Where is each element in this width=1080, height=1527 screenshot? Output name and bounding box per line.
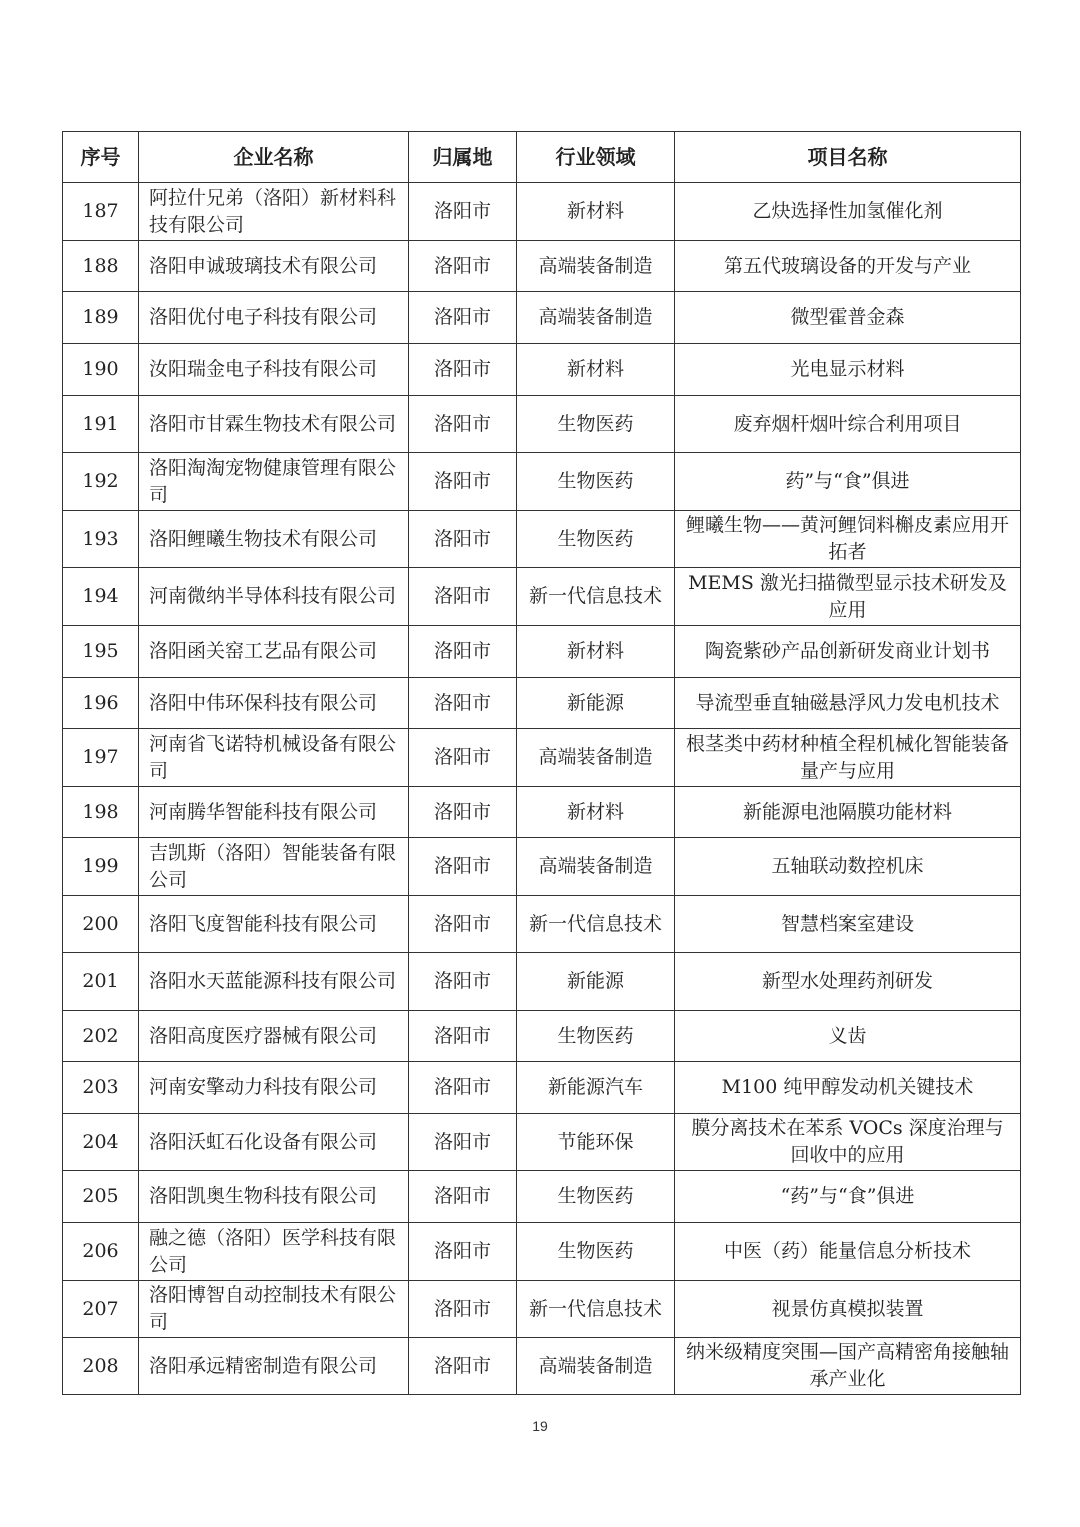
row-number: 205 (63, 1171, 139, 1223)
header-no: 序号 (63, 132, 139, 183)
industry: 高端装备制造 (517, 729, 675, 787)
industry: 生物医药 (517, 453, 675, 511)
table-row (63, 344, 1021, 396)
industry: 新材料 (517, 183, 675, 241)
row-number: 189 (63, 292, 139, 344)
table-row (63, 896, 1021, 953)
table-row (63, 396, 1021, 453)
table-row (63, 729, 1021, 787)
table-row (63, 1062, 1021, 1114)
table-row (63, 241, 1021, 292)
location: 洛阳市 (409, 1223, 517, 1281)
table-row (63, 292, 1021, 344)
project-name: M100 纯甲醇发动机关键技术 (675, 1062, 1021, 1114)
row-number: 198 (63, 787, 139, 838)
project-name: 药”与“食”俱进 (675, 453, 1021, 511)
company-name: 河南腾华智能科技有限公司 (139, 787, 409, 838)
industry: 生物医药 (517, 1171, 675, 1223)
project-name: 纳米级精度突围—国产高精密角接触轴承产业化 (675, 1338, 1021, 1395)
industry: 生物医药 (517, 396, 675, 453)
industry: 新一代信息技术 (517, 896, 675, 953)
company-name: 河南微纳半导体科技有限公司 (139, 568, 409, 626)
location: 洛阳市 (409, 183, 517, 241)
company-name: 洛阳申诚玻璃技术有限公司 (139, 241, 409, 292)
project-name: 第五代玻璃设备的开发与产业 (675, 241, 1021, 292)
company-name: 河南安擎动力科技有限公司 (139, 1062, 409, 1114)
row-number: 192 (63, 453, 139, 511)
industry: 生物医药 (517, 1011, 675, 1062)
row-number: 202 (63, 1011, 139, 1062)
industry: 高端装备制造 (517, 1338, 675, 1395)
location: 洛阳市 (409, 241, 517, 292)
table-row (63, 1114, 1021, 1171)
row-number: 188 (63, 241, 139, 292)
company-name: 洛阳沃虹石化设备有限公司 (139, 1114, 409, 1171)
industry: 新一代信息技术 (517, 1281, 675, 1338)
company-name: 洛阳市甘霖生物技术有限公司 (139, 396, 409, 453)
project-name: 导流型垂直轴磁悬浮风力发电机技术 (675, 678, 1021, 729)
company-name: 融之德（洛阳）医学科技有限公司 (139, 1223, 409, 1281)
company-name: 洛阳承远精密制造有限公司 (139, 1338, 409, 1395)
location: 洛阳市 (409, 344, 517, 396)
project-name: “药”与“食”俱进 (675, 1171, 1021, 1223)
table-row (63, 1171, 1021, 1223)
industry: 高端装备制造 (517, 292, 675, 344)
project-name: 废弃烟杆烟叶综合利用项目 (675, 396, 1021, 453)
company-name: 洛阳鲤曦生物技术有限公司 (139, 511, 409, 568)
company-name: 洛阳淘淘宠物健康管理有限公司 (139, 453, 409, 511)
table-header-row (63, 132, 1021, 183)
company-name: 河南省飞诺特机械设备有限公司 (139, 729, 409, 787)
header-industry: 行业领域 (517, 132, 675, 183)
location: 洛阳市 (409, 453, 517, 511)
project-name: 新能源电池隔膜功能材料 (675, 787, 1021, 838)
project-name: 膜分离技术在苯系 VOCs 深度治理与回收中的应用 (675, 1114, 1021, 1171)
table-row (63, 183, 1021, 241)
row-number: 203 (63, 1062, 139, 1114)
project-name: MEMS 激光扫描微型显示技术研发及应用 (675, 568, 1021, 626)
table-row (63, 453, 1021, 511)
company-name: 洛阳函关窑工艺品有限公司 (139, 626, 409, 678)
company-name: 洛阳凯奥生物科技有限公司 (139, 1171, 409, 1223)
row-number: 206 (63, 1223, 139, 1281)
project-name: 光电显示材料 (675, 344, 1021, 396)
row-number: 196 (63, 678, 139, 729)
location: 洛阳市 (409, 729, 517, 787)
location: 洛阳市 (409, 953, 517, 1011)
company-name: 洛阳中伟环保科技有限公司 (139, 678, 409, 729)
company-name: 洛阳博智自动控制技术有限公司 (139, 1281, 409, 1338)
project-name: 乙炔选择性加氢催化剂 (675, 183, 1021, 241)
enterprise-project-table (62, 131, 1021, 1395)
company-name: 洛阳高度医疗器械有限公司 (139, 1011, 409, 1062)
location: 洛阳市 (409, 896, 517, 953)
industry: 生物医药 (517, 1223, 675, 1281)
location: 洛阳市 (409, 1171, 517, 1223)
location: 洛阳市 (409, 1114, 517, 1171)
location: 洛阳市 (409, 396, 517, 453)
location: 洛阳市 (409, 1281, 517, 1338)
project-name: 智慧档案室建设 (675, 896, 1021, 953)
table-row (63, 1338, 1021, 1395)
table-row (63, 1281, 1021, 1338)
table-row (63, 1223, 1021, 1281)
project-name: 义齿 (675, 1011, 1021, 1062)
industry: 新材料 (517, 787, 675, 838)
row-number: 199 (63, 838, 139, 896)
project-name: 五轴联动数控机床 (675, 838, 1021, 896)
project-name: 视景仿真模拟装置 (675, 1281, 1021, 1338)
location: 洛阳市 (409, 626, 517, 678)
project-name: 新型水处理药剂研发 (675, 953, 1021, 1011)
row-number: 187 (63, 183, 139, 241)
location: 洛阳市 (409, 1338, 517, 1395)
project-name: 微型霍普金森 (675, 292, 1021, 344)
table-row (63, 1011, 1021, 1062)
header-company: 企业名称 (139, 132, 409, 183)
row-number: 207 (63, 1281, 139, 1338)
location: 洛阳市 (409, 1011, 517, 1062)
company-name: 洛阳水天蓝能源科技有限公司 (139, 953, 409, 1011)
location: 洛阳市 (409, 292, 517, 344)
page-number: 19 (532, 1418, 548, 1434)
industry: 新材料 (517, 344, 675, 396)
industry: 新能源汽车 (517, 1062, 675, 1114)
location: 洛阳市 (409, 838, 517, 896)
location: 洛阳市 (409, 1062, 517, 1114)
industry: 节能环保 (517, 1114, 675, 1171)
table-row (63, 626, 1021, 678)
company-name: 汝阳瑞金电子科技有限公司 (139, 344, 409, 396)
location: 洛阳市 (409, 568, 517, 626)
row-number: 195 (63, 626, 139, 678)
industry: 新能源 (517, 953, 675, 1011)
header-project: 项目名称 (675, 132, 1021, 183)
company-name: 洛阳优付电子科技有限公司 (139, 292, 409, 344)
company-name: 吉凯斯（洛阳）智能装备有限公司 (139, 838, 409, 896)
location: 洛阳市 (409, 511, 517, 568)
row-number: 194 (63, 568, 139, 626)
project-name: 中医（药）能量信息分析技术 (675, 1223, 1021, 1281)
row-number: 191 (63, 396, 139, 453)
industry: 生物医药 (517, 511, 675, 568)
company-name: 阿拉什兄弟（洛阳）新材料科技有限公司 (139, 183, 409, 241)
industry: 新能源 (517, 678, 675, 729)
row-number: 190 (63, 344, 139, 396)
table-row (63, 953, 1021, 1011)
project-name: 根茎类中药材种植全程机械化智能装备量产与应用 (675, 729, 1021, 787)
table-row (63, 787, 1021, 838)
project-name: 鲤曦生物——黄河鲤饲料槲皮素应用开拓者 (675, 511, 1021, 568)
row-number: 197 (63, 729, 139, 787)
row-number: 201 (63, 953, 139, 1011)
table-row (63, 568, 1021, 626)
industry: 高端装备制造 (517, 838, 675, 896)
row-number: 204 (63, 1114, 139, 1171)
table-row (63, 678, 1021, 729)
row-number: 193 (63, 511, 139, 568)
industry: 新材料 (517, 626, 675, 678)
table-row (63, 838, 1021, 896)
row-number: 200 (63, 896, 139, 953)
row-number: 208 (63, 1338, 139, 1395)
industry: 新一代信息技术 (517, 568, 675, 626)
project-name: 陶瓷紫砂产品创新研发商业计划书 (675, 626, 1021, 678)
industry: 高端装备制造 (517, 241, 675, 292)
location: 洛阳市 (409, 787, 517, 838)
header-location: 归属地 (409, 132, 517, 183)
company-name: 洛阳飞度智能科技有限公司 (139, 896, 409, 953)
location: 洛阳市 (409, 678, 517, 729)
table-row (63, 511, 1021, 568)
